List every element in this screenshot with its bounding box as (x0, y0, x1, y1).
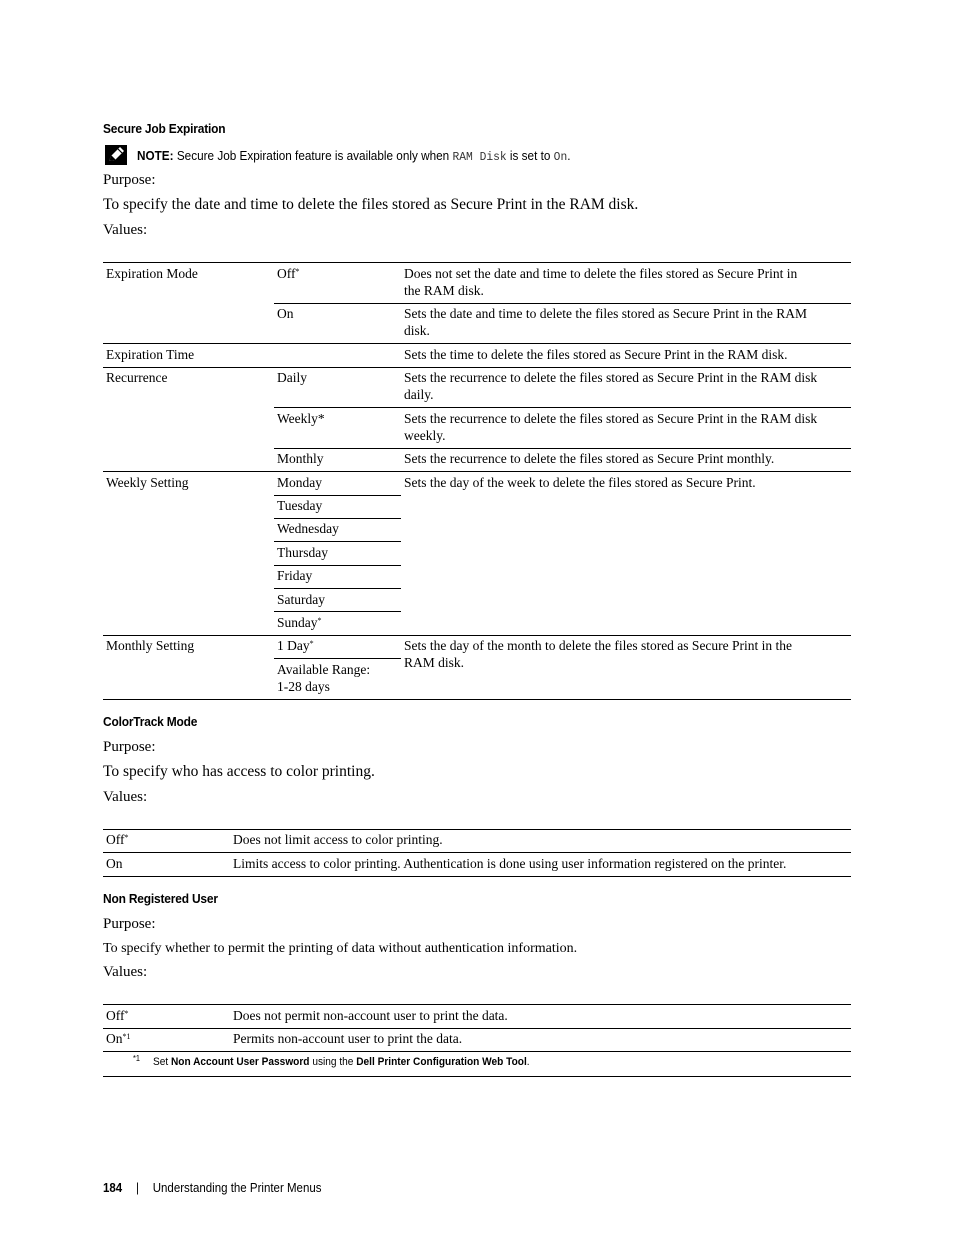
cell-daily-desc-line1: Sets the recurrence to delete the files stored as Secure Print in the RAM disk (404, 370, 818, 385)
footnote-text2: using the (312, 1056, 354, 1068)
default-marker: * (124, 1009, 129, 1018)
table-rule (103, 262, 851, 263)
cell-friday: Friday (277, 568, 313, 583)
table-rule (103, 635, 851, 636)
table-rule (103, 343, 851, 344)
cell-off-text: Off (106, 1008, 125, 1023)
cell-monthly-setting-desc-line1: Sets the day of the month to delete the files stored as Secure Print in the (404, 638, 793, 653)
table-rule (103, 471, 851, 472)
cell-on: On (106, 856, 123, 871)
cell-expiration-time-desc: Sets the time to delete the files stored as Secure Print in the RAM disk. (404, 347, 788, 362)
purpose-text: To specify whether to permit the printing of data without authentication information. (103, 941, 578, 956)
cell-expiration-time: Expiration Time (106, 347, 195, 362)
default-marker: * (124, 833, 129, 842)
purpose-label: Purpose: (103, 739, 156, 755)
cell-weekly-desc (404, 410, 817, 444)
footnote-text3: . (526, 1056, 530, 1068)
note-label: NOTE: (137, 149, 174, 163)
cell-wednesday: Wednesday (277, 521, 339, 536)
cell-daily: Daily (277, 370, 307, 385)
cell-on-text: On (106, 1031, 123, 1046)
cell-available-range-line1: Available Range: (277, 662, 371, 677)
note-text (137, 149, 571, 164)
note-text-middle: is set to (509, 149, 551, 163)
cell-available-range-line2: 1-28 days (277, 679, 330, 694)
cell-weekly: Weekly* (277, 411, 325, 426)
cell-daily-desc (404, 369, 817, 403)
table-rule (274, 407, 851, 408)
table-rule (274, 588, 401, 589)
cell-off (106, 1007, 129, 1024)
cell-off-desc (404, 265, 797, 299)
default-marker: * (309, 639, 314, 648)
cell-sunday-text: Sunday (277, 615, 318, 630)
table-rule (274, 565, 401, 566)
table-rule (274, 518, 401, 519)
page-number: 184 (103, 1181, 123, 1195)
default-marker: * (295, 267, 300, 276)
table-rule (103, 1076, 851, 1077)
table-rule (103, 699, 851, 700)
cell-on-desc: Permits non-account user to print the data. (233, 1031, 463, 1046)
table-rule (103, 829, 851, 830)
table-rule (103, 1051, 851, 1052)
table-rule (103, 876, 851, 877)
cell-available-range (277, 661, 370, 695)
footer-separator: | (135, 1181, 139, 1195)
page-footer (103, 1181, 321, 1195)
cell-thursday: Thursday (277, 545, 328, 560)
cell-one-day (277, 637, 314, 654)
cell-on (106, 1030, 131, 1047)
table-rule (274, 448, 851, 449)
table-rule (103, 367, 851, 368)
purpose-text: To specify the date and time to delete the files stored as Secure Print in the RAM disk. (103, 196, 639, 213)
footnote-marker: *1 (122, 1032, 131, 1041)
cell-monthly-setting-desc (404, 637, 792, 671)
section-heading-non-registered-user: Non Registered User (103, 891, 218, 906)
table-rule (274, 541, 401, 542)
chapter-title: Understanding the Printer Menus (152, 1181, 322, 1195)
cell-monthly-desc: Sets the recurrence to delete the files stored as Secure Print monthly. (404, 451, 775, 466)
table-rule (274, 658, 401, 659)
note-pencil-icon (105, 145, 127, 165)
cell-expiration-mode: Expiration Mode (106, 266, 198, 281)
purpose-label: Purpose: (103, 172, 156, 188)
cell-daily-desc-line2: daily. (404, 387, 434, 402)
cell-weekly-desc-line1: Sets the recurrence to delete the files stored as Secure Print in the RAM disk (404, 411, 818, 426)
values-label: Values: (103, 222, 148, 238)
cell-monthly-setting-desc-line2: RAM disk. (404, 655, 465, 670)
table-footnote (133, 1056, 530, 1068)
cell-off (106, 831, 129, 848)
table-rule (103, 852, 851, 853)
cell-on-desc (404, 305, 807, 339)
values-label: Values: (103, 789, 148, 805)
cell-off-desc-line1: Does not set the date and time to delete the files stored as Secure Print in (404, 266, 798, 281)
section-heading-colortrack-mode: ColorTrack Mode (103, 714, 198, 729)
note-code-ram-disk: RAM Disk (452, 150, 507, 164)
footnote-mark: *1 (133, 1054, 140, 1063)
cell-monthly: Monthly (277, 451, 324, 466)
section-heading-secure-job-expiration: Secure Job Expiration (103, 121, 226, 136)
cell-sunday (277, 614, 322, 631)
cell-off-desc: Does not limit access to color printing. (233, 832, 443, 847)
cell-on-desc: Limits access to color printing. Authentication is done using user information registered on the printer. (233, 856, 787, 871)
table-rule (274, 611, 401, 612)
footnote-bold1: Non Account User Password (170, 1056, 310, 1068)
cell-weekly-setting-desc: Sets the day of the week to delete the files stored as Secure Print. (404, 475, 756, 490)
cell-recurrence: Recurrence (106, 370, 168, 385)
purpose-text: To specify who has access to color printing. (103, 763, 375, 780)
cell-weekly-setting: Weekly Setting (106, 475, 189, 490)
footnote-text1: Set (152, 1056, 169, 1068)
cell-on-desc-line2: disk. (404, 323, 430, 338)
note-text-before: Secure Job Expiration feature is available only when (176, 149, 450, 163)
note-code-on: On (553, 150, 568, 164)
cell-monday: Monday (277, 475, 322, 490)
cell-off-desc-line2: the RAM disk. (404, 283, 484, 298)
cell-weekly-desc-line2: weekly. (404, 428, 446, 443)
cell-on-desc-line1: Sets the date and time to delete the files stored as Secure Print in the RAM (404, 306, 808, 321)
purpose-label: Purpose: (103, 916, 156, 932)
table-rule (274, 495, 401, 496)
table-rule (103, 1004, 851, 1005)
cell-saturday: Saturday (277, 592, 325, 607)
cell-on: On (277, 306, 294, 321)
cell-off-text: Off (277, 266, 296, 281)
table-rule (103, 1028, 851, 1029)
footnote-bold2: Dell Printer Configuration Web Tool (356, 1056, 527, 1068)
cell-off (277, 265, 300, 282)
cell-one-day-text: 1 Day (277, 638, 310, 653)
cell-tuesday: Tuesday (277, 498, 323, 513)
default-marker: * (317, 616, 322, 625)
cell-monthly-setting: Monthly Setting (106, 638, 195, 653)
note-text-after: . (567, 149, 571, 163)
cell-off-text: Off (106, 832, 125, 847)
table-rule (274, 303, 851, 304)
cell-off-desc: Does not permit non-account user to print the data. (233, 1008, 508, 1023)
values-label: Values: (103, 964, 148, 980)
